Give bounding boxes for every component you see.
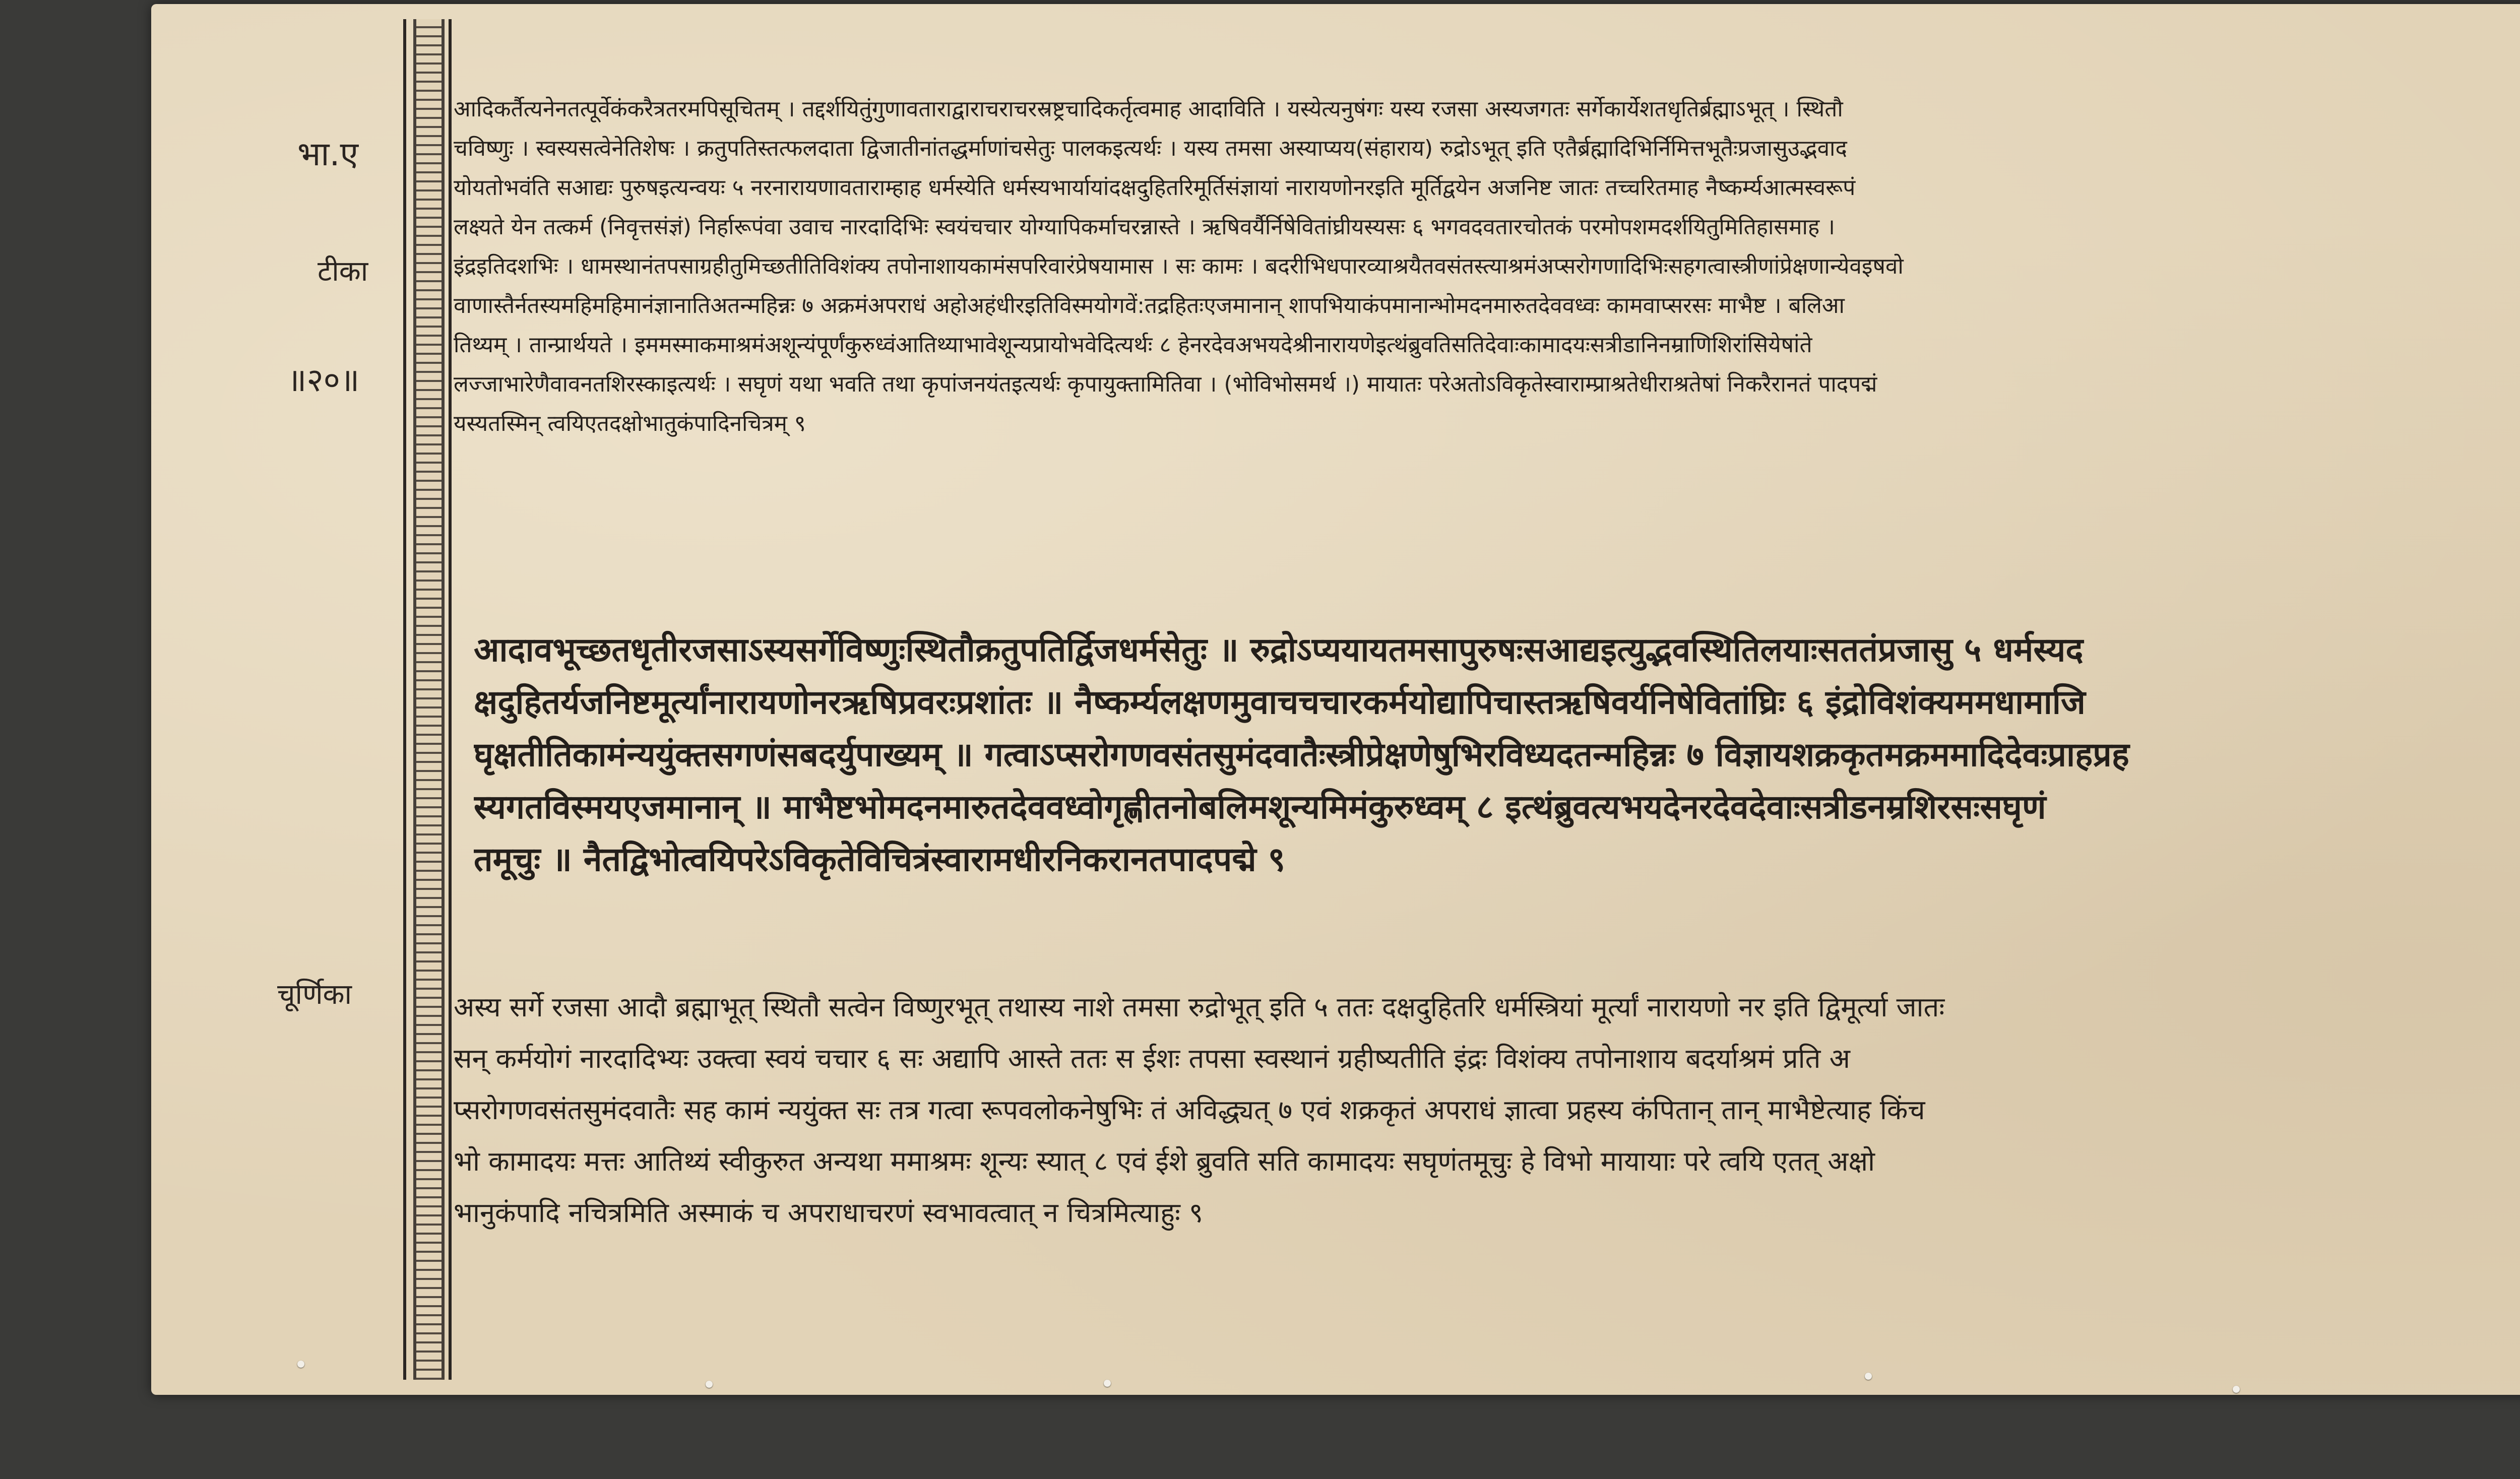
pin-mark <box>706 1381 713 1388</box>
verse-line: क्षदुहितर्यजनिष्टमूर्त्यांनारायणोनरऋषिप्रवरःप्रशांतः ॥ नैष्कर्म्यलक्षणमुवाचचचारकर्मयोद्यापिचास्तऋषिवर्यनिषेवितांघ्रिः ६ इंद्रोविशंक्यममधामाजि <box>474 683 2086 722</box>
left-folio-number: ॥२०॥ <box>287 362 360 399</box>
left-border-ornament <box>413 19 445 1380</box>
pin-mark <box>1104 1380 1111 1387</box>
commentary-block <box>454 90 2520 443</box>
verse-line: स्यगतविस्मयएजमानान् ॥ माभैष्टभोमदनमारुतदेववध्वोगृह्णीतनोबलिमशून्यमिमंकुरुध्वम् ८ इत्थंब्रुवत्यभयदेनरदेवदेवाःसत्रीडनम्रशिरसःसघृणं <box>474 788 2046 826</box>
commentary-line: लज्जाभारेणैवावनतशिरस्काइत्यर्थः । सघृणं यथा भवति तथा कृपांजनयंतइत्यर्थः कृपायुक्तामितिवा । (भोविभोसमर्थ ।) मायातः परेअतोऽविकृतेस्वाराम्प्राश्रतेधीराश्रतेषां निकरैरानतं पादपद्मं <box>454 371 1877 397</box>
commentary-line: लक्ष्यते येन तत्कर्म (निवृत्तसंज्ञं) निर्हारूपंवा उवाच नारदादिभिः स्वयंचचार योग्यापिकर्माचरन्नास्ते । ऋषिवर्यैर्निषेवितांघ्रीयस्यसः ६ भगवदवतारचोतकं परमोपशमदर्शयितुमितिहासमाह । <box>454 214 1835 240</box>
gloss-line: भानुकंपादि नचित्रमिति अस्माकं च अपराधाचरणं स्वभावत्वात् न चित्रमित्याहुः ९ <box>454 1197 1204 1229</box>
verse-line: आदावभूच्छतधृतीरजसाऽस्यसर्गेविष्णुःस्थितौक्रतुपतिर्द्विजधर्मसेतुः ॥ रुद्रोऽप्ययायतमसापुरुषःसआद्यइत्युद्भवस्थितिलयाःसततंप्रजासु ५ धर्मस्यद <box>474 630 2084 669</box>
commentary-line: आदिकर्तैत्यनेनतत्पूर्वेकंकरैत्रतरमपिसूचितम् । तद्दर्शयितुंगुणावताराद्वाराचराचरस्रष्ट्रचादिकर्तृत्वमाह आदाविति । यस्येत्यनुषंगः यस्य रजसा अस्यजगतः सर्गेकार्येशतधृतिर्ब्रह्माऽभूत् । स्थितौ <box>454 96 1843 122</box>
gloss-line: भो कामादयः मत्तः आतिथ्यं स्वीकुरुत अन्यथा ममाश्रमः शून्यः स्यात् ८ एवं ईशे ब्रुवति सति कामादयः सघृणंतमूचुः हे विभो मायायाः परे त्वयि एतत् अक्षो <box>454 1145 1875 1177</box>
gloss-line: सन् कर्मयोगं नारदादिभ्यः उक्त्वा स्वयं चचार ६ सः अद्यापि आस्ते ततः स ईशः तपसा स्वस्थानं ग्रहीष्यतीति इंद्रः विशंक्य तपोनाशाय बदर्याश्रमं प्रति अ <box>454 1043 1850 1074</box>
pin-mark <box>297 1361 304 1368</box>
manuscript-page <box>151 4 2520 1395</box>
gloss-block <box>454 982 2520 1239</box>
verse-line: तमूचुः ॥ नैतद्विभोत्वयिपरेऽविकृतेविचित्रंस्वारामधीरनिकरानतपादपद्मे ९ <box>474 840 1286 879</box>
commentary-line: वाणास्तैर्नतस्यमहिमहिमानंज्ञानातिअतन्महिन्नः ७ अक्रमंअपराधं अहोअहंधीरइतिविस्मयोगवें:तद्रहितःएजमानान् शापभियाकंपमानान्भोमदनमारुतदेववध्वः कामवाप्सरसः माभैष्ट । बलिआ <box>454 293 1845 318</box>
left-section-label: टीका <box>318 255 368 288</box>
left-border-rule-inner <box>449 19 452 1380</box>
gloss-line: प्सरोगणवसंतसुमंदवातैः सह कामं न्ययुंक्त सः तत्र गत्वा रूपवलोकनेषुभिः तं अविद्ध्यत् ७ एवं शक्रकृतं अपराधं ज्ञात्वा प्रहस्य कंपितान् तान् माभैष्टेत्याह किंच <box>454 1094 1925 1126</box>
left-gloss-label: चूर्णिका <box>277 978 352 1011</box>
left-border-rule <box>403 19 406 1380</box>
commentary-line: चविष्णुः । स्वस्यसत्वेनेतिशेषः । क्रतुपतिस्तत्फलदाता द्विजातीनांतद्धर्माणांचसेतुः पालकइत्यर्थः । यस्य तमसा अस्याप्यय(संहाराय) रुद्रोऽभूत् इति एतैर्ब्रह्मादिभिर्निमित्तभूतैःप्रजासुउद्भवाद <box>454 136 1847 161</box>
verse-line: घृक्षतीतिकामंन्ययुंक्तसगणंसबदर्युपाख्यम् ॥ गत्वाऽप्सरोगणवसंतसुमंदवातैःस्त्रीप्रेक्षणेषुभिरविध्यदतन्महिन्नः ७ विज्ञायशक्रकृतमक्रममादिदेवःप्राहप्रह <box>474 735 2129 774</box>
pin-mark <box>1865 1373 1872 1380</box>
left-book-code: भा.ए <box>297 135 358 173</box>
gloss-line: अस्य सर्गे रजसा आदौ ब्रह्माभूत् स्थितौ सत्वेन विष्णुरभूत् तथास्य नाशे तमसा रुद्रोभूत् इति ५ ततः दक्षदुहितरि धर्मस्त्रियां मूर्त्यां नारायणो नर इति द्विमूर्त्या जातः <box>454 991 1945 1023</box>
commentary-line: इंद्रइतिदशभिः । धामस्थानंतपसाग्रहीतुमिच्छतीतिविशंक्य तपोनाशायकामंसपरिवारंप्रेषयामास । सः कामः । बदरीभिधपारव्याश्रयैतवसंतस्त्याश्रमंअप्सरोगणादिभिःसहगत्वास्त्रीणांप्रेक्षणान्येवइषवो <box>454 253 1904 279</box>
commentary-line: यस्यतस्मिन् त्वयिएतदक्षोभातुकंपादिनचित्रम् ९ <box>454 411 806 436</box>
commentary-line: योयतोभवंति सआद्यः पुरुषइत्यन्वयः ५ नरनारायणावताराम्हाह धर्मस्येति धर्मस्यभार्यायांदक्षदुहितरिमूर्तिसंज्ञायां नारायणोनरइति मूर्तिद्वयेन अजनिष्ट जातः तच्चरितमाह नैष्कर्म्यआत्मस्वरूपं <box>454 175 1856 201</box>
commentary-line: तिथ्यम् । तान्प्रार्थयते । इममस्माकमाश्रमंअशून्यंपूर्णंकुरुध्वंआतिथ्याभावेशून्यप्रायोभवेदित्यर्थः ८ हेनरदेवअभयदेश्रीनारायणेइत्थंब्रुवतिसतिदेवाःकामादयःसत्रीडानिनम्राणिशिरांसियेषांते <box>454 332 1812 358</box>
pin-mark <box>2233 1386 2240 1393</box>
verse-block <box>474 624 2520 886</box>
